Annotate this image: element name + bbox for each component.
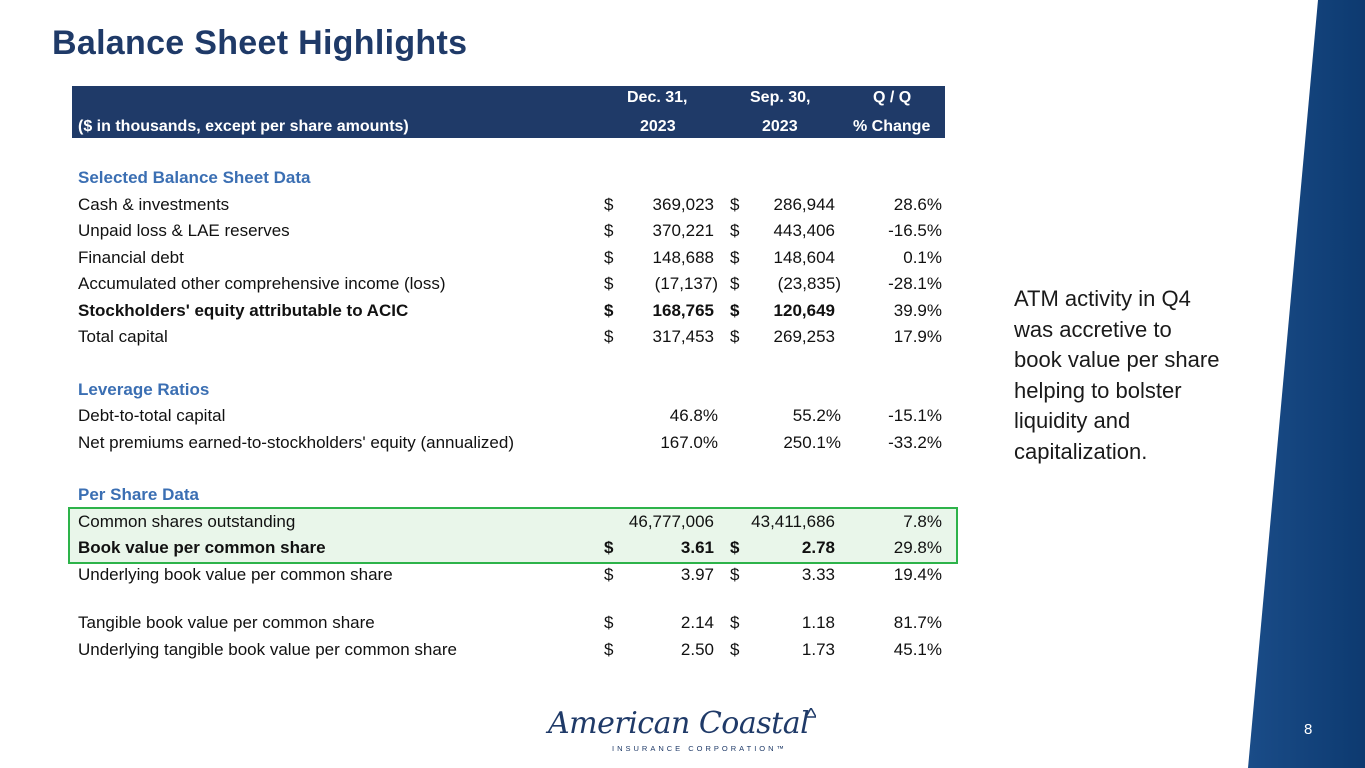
- table-row: Common shares outstanding 46,777,006 43,411,686 7.8%: [78, 511, 942, 531]
- side-accent-band: [1248, 0, 1365, 768]
- table-row: Net premiums earned-to-stockholders' equity (annualized) 167.0% 250.1% -33.2%: [78, 432, 942, 452]
- table-row: Underlying tangible book value per common share $ 2.50 $ 1.73 45.1%: [78, 639, 942, 659]
- table-row: Stockholders' equity attributable to ACIC $ 168,765 $ 120,649 39.9%: [78, 300, 942, 320]
- col-change-line1: Q / Q: [873, 89, 912, 106]
- section-title-balance: Selected Balance Sheet Data: [78, 168, 311, 187]
- logo-wordmark: American Coastal: [548, 706, 810, 741]
- callout-text: ATM activity in Q4 was accretive to book value per share helping to bolster liquidity and capitalization.: [1014, 286, 1220, 464]
- col-change-line2: % Change: [853, 118, 931, 135]
- col-sep-line2: 2023: [762, 118, 798, 135]
- table-row: Debt-to-total capital 46.8% 55.2% -15.1%: [78, 406, 942, 425]
- col-sep-line1: Sep. 30,: [750, 89, 811, 106]
- col-dec-line1: Dec. 31,: [627, 89, 688, 106]
- logo-triangle-icon: [806, 708, 816, 718]
- section-title-per-share: Per Share Data: [78, 485, 199, 504]
- table-row: Cash & investments $ 369,023 $ 286,944 28.6%: [78, 194, 942, 214]
- section-title-leverage: Leverage Ratios: [78, 379, 210, 399]
- table-row: Book value per common share $ 3.61 $ 2.78 29.8%: [78, 538, 942, 557]
- table-row: Total capital $ 317,453 $ 269,253 17.9%: [78, 327, 942, 346]
- logo-tagline: INSURANCE CORPORATION™: [612, 744, 788, 753]
- table-row: Financial debt $ 148,688 $ 148,604 0.1%: [78, 247, 942, 267]
- units-note: ($ in thousands, except per share amounts): [78, 118, 409, 135]
- table-header: [72, 86, 945, 138]
- page-title: Balance Sheet Highlights: [52, 24, 468, 62]
- table-row: Accumulated other comprehensive income (loss) $ (17,137) $ (23,835) -28.1%: [78, 274, 942, 293]
- table-row: Tangible book value per common share $ 2.14 $ 1.18 81.7%: [78, 613, 942, 632]
- balance-sheet-table: [72, 86, 945, 663]
- col-dec-line2: 2023: [640, 118, 676, 135]
- page-number: 8: [1304, 721, 1313, 738]
- table-row: Underlying book value per common share $ 3.97 $ 3.33 19.4%: [78, 564, 942, 584]
- table-row: Unpaid loss & LAE reserves $ 370,221 $ 443,406 -16.5%: [78, 221, 942, 240]
- company-logo: [548, 706, 820, 756]
